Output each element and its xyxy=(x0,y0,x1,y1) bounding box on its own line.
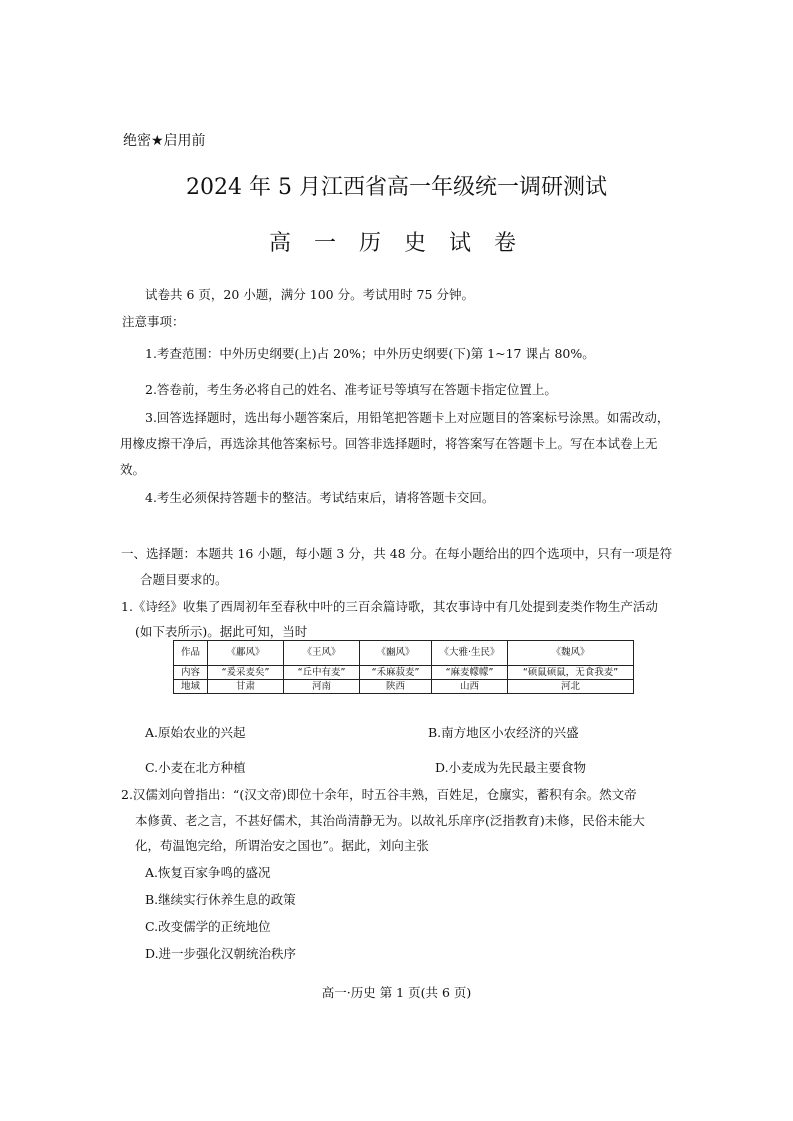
q1-option-a: A.原始农业的兴起 xyxy=(145,725,246,740)
q1-stem-line1: 1.《诗经》收集了西周初年至春秋中叶的三百余篇诗歌，其农事诗中有几处提到麦类作物生产活动 xyxy=(121,599,658,614)
table-cell: “禾麻菽麦” xyxy=(360,666,432,680)
intro-summary: 试卷共 6 页，20 小题，满分 100 分。考试用时 75 分钟。 xyxy=(145,287,474,302)
table-cell: 山西 xyxy=(432,680,508,694)
q1-poetry-table xyxy=(173,640,634,694)
notice-item-3-line3: 效。 xyxy=(120,462,146,477)
table-cell: 内容 xyxy=(174,666,208,680)
table-cell: 地域 xyxy=(174,680,208,694)
notice-item-2: 2.答卷前，考生务必将自己的姓名、准考证号等填写在答题卡指定位置上。 xyxy=(145,382,557,397)
table-cell: “丘中有麦” xyxy=(284,666,360,680)
table-cell: 《魏风》 xyxy=(508,641,634,666)
notice-item-3-line1: 3.回答选择题时，选出每小题答案后，用铅笔把答题卡上对应题目的答案标号涂黑。如需改动， xyxy=(145,410,670,425)
section-heading-line2: 合题目要求的。 xyxy=(140,572,228,587)
q2-stem-line3: 化，苟温饱完给，所谓治安之国也”。据此，刘向主张 xyxy=(135,838,429,853)
table-cell: 陕西 xyxy=(360,680,432,694)
section-heading-line1: 一、选择题：本题共 16 小题，每小题 3 分，共 48 分。在每小题给出的四个选项中，只有一项是符 xyxy=(121,546,673,561)
table-row xyxy=(174,641,634,666)
table-cell: “硕鼠硕鼠，无食我麦” xyxy=(508,666,634,680)
secret-mark: 绝密★启用前 xyxy=(123,133,206,149)
table-cell: 河南 xyxy=(284,680,360,694)
table-cell: “麻麦幪幪” xyxy=(432,666,508,680)
table-row xyxy=(174,666,634,680)
table-cell: 《豳风》 xyxy=(360,641,432,666)
q1-option-c: C.小麦在北方种植 xyxy=(145,760,246,775)
page-footer: 高一·历史 第 1 页(共 6 页) xyxy=(321,985,472,1000)
table-cell: “爰采麦矣” xyxy=(208,666,284,680)
notice-heading: 注意事项： xyxy=(122,314,185,329)
q1-option-b: B.南方地区小农经济的兴盛 xyxy=(428,725,579,740)
notice-item-4: 4.考生必须保持答题卡的整洁。考试结束后，请将答题卡交回。 xyxy=(145,490,495,505)
paper-subtitle: 高 一 历 史 试 卷 xyxy=(269,231,524,256)
table-cell: 《王风》 xyxy=(284,641,360,666)
table-cell: 《鄘风》 xyxy=(208,641,284,666)
q2-option-d: D.进一步强化汉朝统治秩序 xyxy=(145,946,297,961)
q1-stem-line2: (如下表所示)。据此可知，当时 xyxy=(135,624,308,639)
table-row xyxy=(174,680,634,694)
notice-item-3-line2: 用橡皮擦干净后，再选涂其他答案标号。回答非选择题时，将答案写在答题卡上。写在本试卷上无 xyxy=(120,436,658,451)
table-cell: 作品 xyxy=(174,641,208,666)
q2-stem-line1: 2.汉儒刘向曾指出：“(汉文帝)即位十余年，时五谷丰熟，百姓足，仓廪实，蓄积有余。然文帝 xyxy=(121,787,637,802)
q2-stem-line2: 本修黄、老之言，不甚好儒术，其治尚清静无为。以故礼乐庠序(泛指教育)未修，民俗未能大 xyxy=(135,813,645,828)
q2-option-c: C.改变儒学的正统地位 xyxy=(145,919,271,934)
q2-option-a: A.恢复百家争鸣的盛况 xyxy=(145,865,271,880)
table-cell: 甘肃 xyxy=(208,680,284,694)
q2-option-b: B.继续实行休养生息的政策 xyxy=(145,892,296,907)
q1-option-d: D.小麦成为先民最主要食物 xyxy=(435,760,587,775)
exam-title: 2024 年 5 月江西省高一年级统一调研测试 xyxy=(186,175,607,200)
table-cell: 河北 xyxy=(508,680,634,694)
notice-item-1: 1.考查范围：中外历史纲要(上)占 20%；中外历史纲要(下)第 1~17 课占 80%。 xyxy=(145,346,595,361)
table-cell: 《大雅·生民》 xyxy=(432,641,508,666)
